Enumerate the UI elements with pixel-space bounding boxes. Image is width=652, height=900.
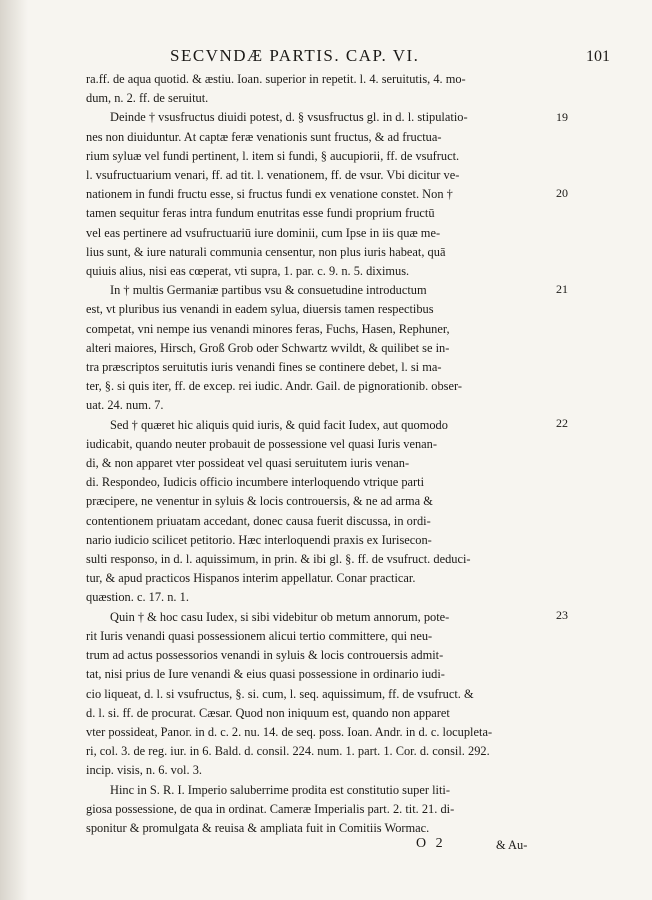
margin-numbers: [556, 0, 596, 900]
margin-number: 19: [556, 110, 568, 124]
text-line: vel eas pertinere ad vsufructuariū iure dominii, cum Ipse in iis quæ me-: [86, 225, 441, 240]
text-line: præcipere, ne venentur in syluis & locis controuersis, & ne ad arma &: [86, 494, 433, 509]
margin-number: 23: [556, 608, 568, 622]
page-footer: [86, 836, 586, 858]
text-line: uat. 24. num. 7.: [86, 398, 164, 413]
page-number: 101: [586, 48, 610, 65]
margin-number: 20: [556, 186, 568, 200]
text-line: nes non diuiduntur. At captæ feræ venationis sunt fructus, & ad fructua-: [86, 129, 442, 144]
text-line: giosa possessione, de qua in ordinat. Cameræ Imperialis part. 2. tit. 21. di-: [86, 801, 455, 816]
signature-mark: O 2: [416, 836, 446, 851]
text-line: cio liqueat, d. l. si vsufructus, §. si. cum, l. seq. aquissimum, ff. de vsufruct. &: [86, 686, 474, 701]
text-line: quiuis alius, nisi eas cœperat, vti supra, 1. par. c. 9. n. 5. diximus.: [86, 264, 410, 279]
body-text: [86, 70, 541, 838]
text-line: di. Respondeo, Iudicis officio incumbere interloquendo vtrique parti: [86, 475, 425, 490]
text-line: quæstion. c. 17. n. 1.: [86, 590, 189, 605]
text-line: Sed † quæret hic aliquis quid iuris, & quid facit Iudex, aut quomodo: [110, 417, 448, 432]
text-line: contentionem priuatam accedant, donec causa fuerit discussa, in ordi-: [86, 513, 431, 528]
text-line: l. vsufructuarium venari, ff. ad tit. l. venationem, ff. de vsur. Vbi dicitur ve-: [86, 168, 460, 183]
text-line: nationem in fundi fructu esse, si fructus fundi ex venatione constet. Non †: [86, 187, 453, 202]
margin-number: 22: [556, 416, 568, 430]
text-line: ter, §. si quis iter, ff. de excep. rei iudic. Andr. Gail. de pignorationib. obser-: [86, 379, 463, 394]
page-header: [60, 46, 620, 72]
running-head: SECVNDÆ PARTIS. CAP. VI.: [170, 46, 420, 65]
text-line: rit Iuris venandi quasi possessionem alicui tertio committere, qui neu-: [86, 628, 433, 643]
text-line: nario iudicio scilicet petitorio. Hæc interloquendi praxis ex Iurisecon-: [86, 532, 432, 547]
margin-number: 21: [556, 282, 568, 296]
text-line: incip. visis, n. 6. vol. 3.: [86, 763, 202, 778]
text-line: Quin † & hoc casu Iudex, si sibi videbitur ob metum annorum, pote-: [110, 609, 450, 624]
text-line: rium syluæ vel fundi pertinent, l. item si fundi, § aucupiorii, ff. de vsufruct.: [86, 148, 460, 163]
text-line: ri, col. 3. de reg. iur. in 6. Bald. d. consil. 224. num. 1. part. 1. Cor. d. consil. 292.: [86, 744, 490, 759]
text-line: dum, n. 2. ff. de seruitut.: [86, 91, 209, 106]
text-line: competat, vni nempe ius venandi minores feras, Fuchs, Hasen, Rephuner,: [86, 321, 450, 336]
text-line: iudicabit, quando neuter probauit de possessione vel quasi Iuris venan-: [86, 436, 437, 451]
text-line: di, & non apparet vter possideat vel quasi seruitutem iuris venan-: [86, 456, 410, 471]
catchword: & Au-: [496, 838, 528, 852]
text-line: In † multis Germaniæ partibus vsu & consuetudine introductum: [110, 283, 427, 298]
text-line: Deinde † vsusfructus diuidi potest, d. § vsusfructus gl. in d. l. stipulatio-: [110, 110, 468, 125]
text-line: vter possideat, Panor. in d. c. 2. nu. 14. de seq. poss. Ioan. Andr. in d. c. locupleta-: [86, 724, 493, 739]
text-line: alteri maiores, Hirsch, Groß Grob oder Schwartz wvildt, & quilibet se in-: [86, 340, 450, 355]
gutter-shadow: [0, 0, 28, 900]
text-line: Hinc in S. R. I. Imperio saluberrime prodita est constitutio super liti-: [110, 782, 450, 797]
text-line: tat, nisi prius de Iure venandi & eius quasi possessione in ordinario iudi-: [86, 667, 445, 682]
text-line: ra.ff. de aqua quotid. & æstiu. Ioan. superior in repetit. l. 4. seruitutis, 4. mo-: [86, 72, 466, 86]
text-line: sponitur & promulgata & reuisa & ampliata fuit in Comitiis Wormac.: [86, 820, 430, 835]
text-line: tra præscriptos seruitutis iuris venandi fines se continere debet, l. si ma-: [86, 360, 442, 375]
text-line: tamen sequitur feras intra fundum enutritas esse fundi proprium fructū: [86, 206, 435, 221]
text-line: tur, & apud practicos Hispanos interim appellatur. Conar practicar.: [86, 571, 416, 586]
text-line: trum ad actus possessorios venandi in syluis & locis controuersis admit-: [86, 648, 444, 663]
text-line: sulti responso, in d. l. aquissimum, in prin. & ibi gl. §. ff. de vsufruct. deduci-: [86, 552, 471, 567]
text-line: est, vt pluribus ius venandi in eadem sylua, diuersis tamen respectibus: [86, 302, 434, 317]
text-line: lius sunt, & iure naturali communia censentur, non plus iuris habeat, quā: [86, 244, 446, 259]
text-line: d. l. si. ff. de procurat. Cæsar. Quod non iniquum est, quando non apparet: [86, 705, 450, 720]
